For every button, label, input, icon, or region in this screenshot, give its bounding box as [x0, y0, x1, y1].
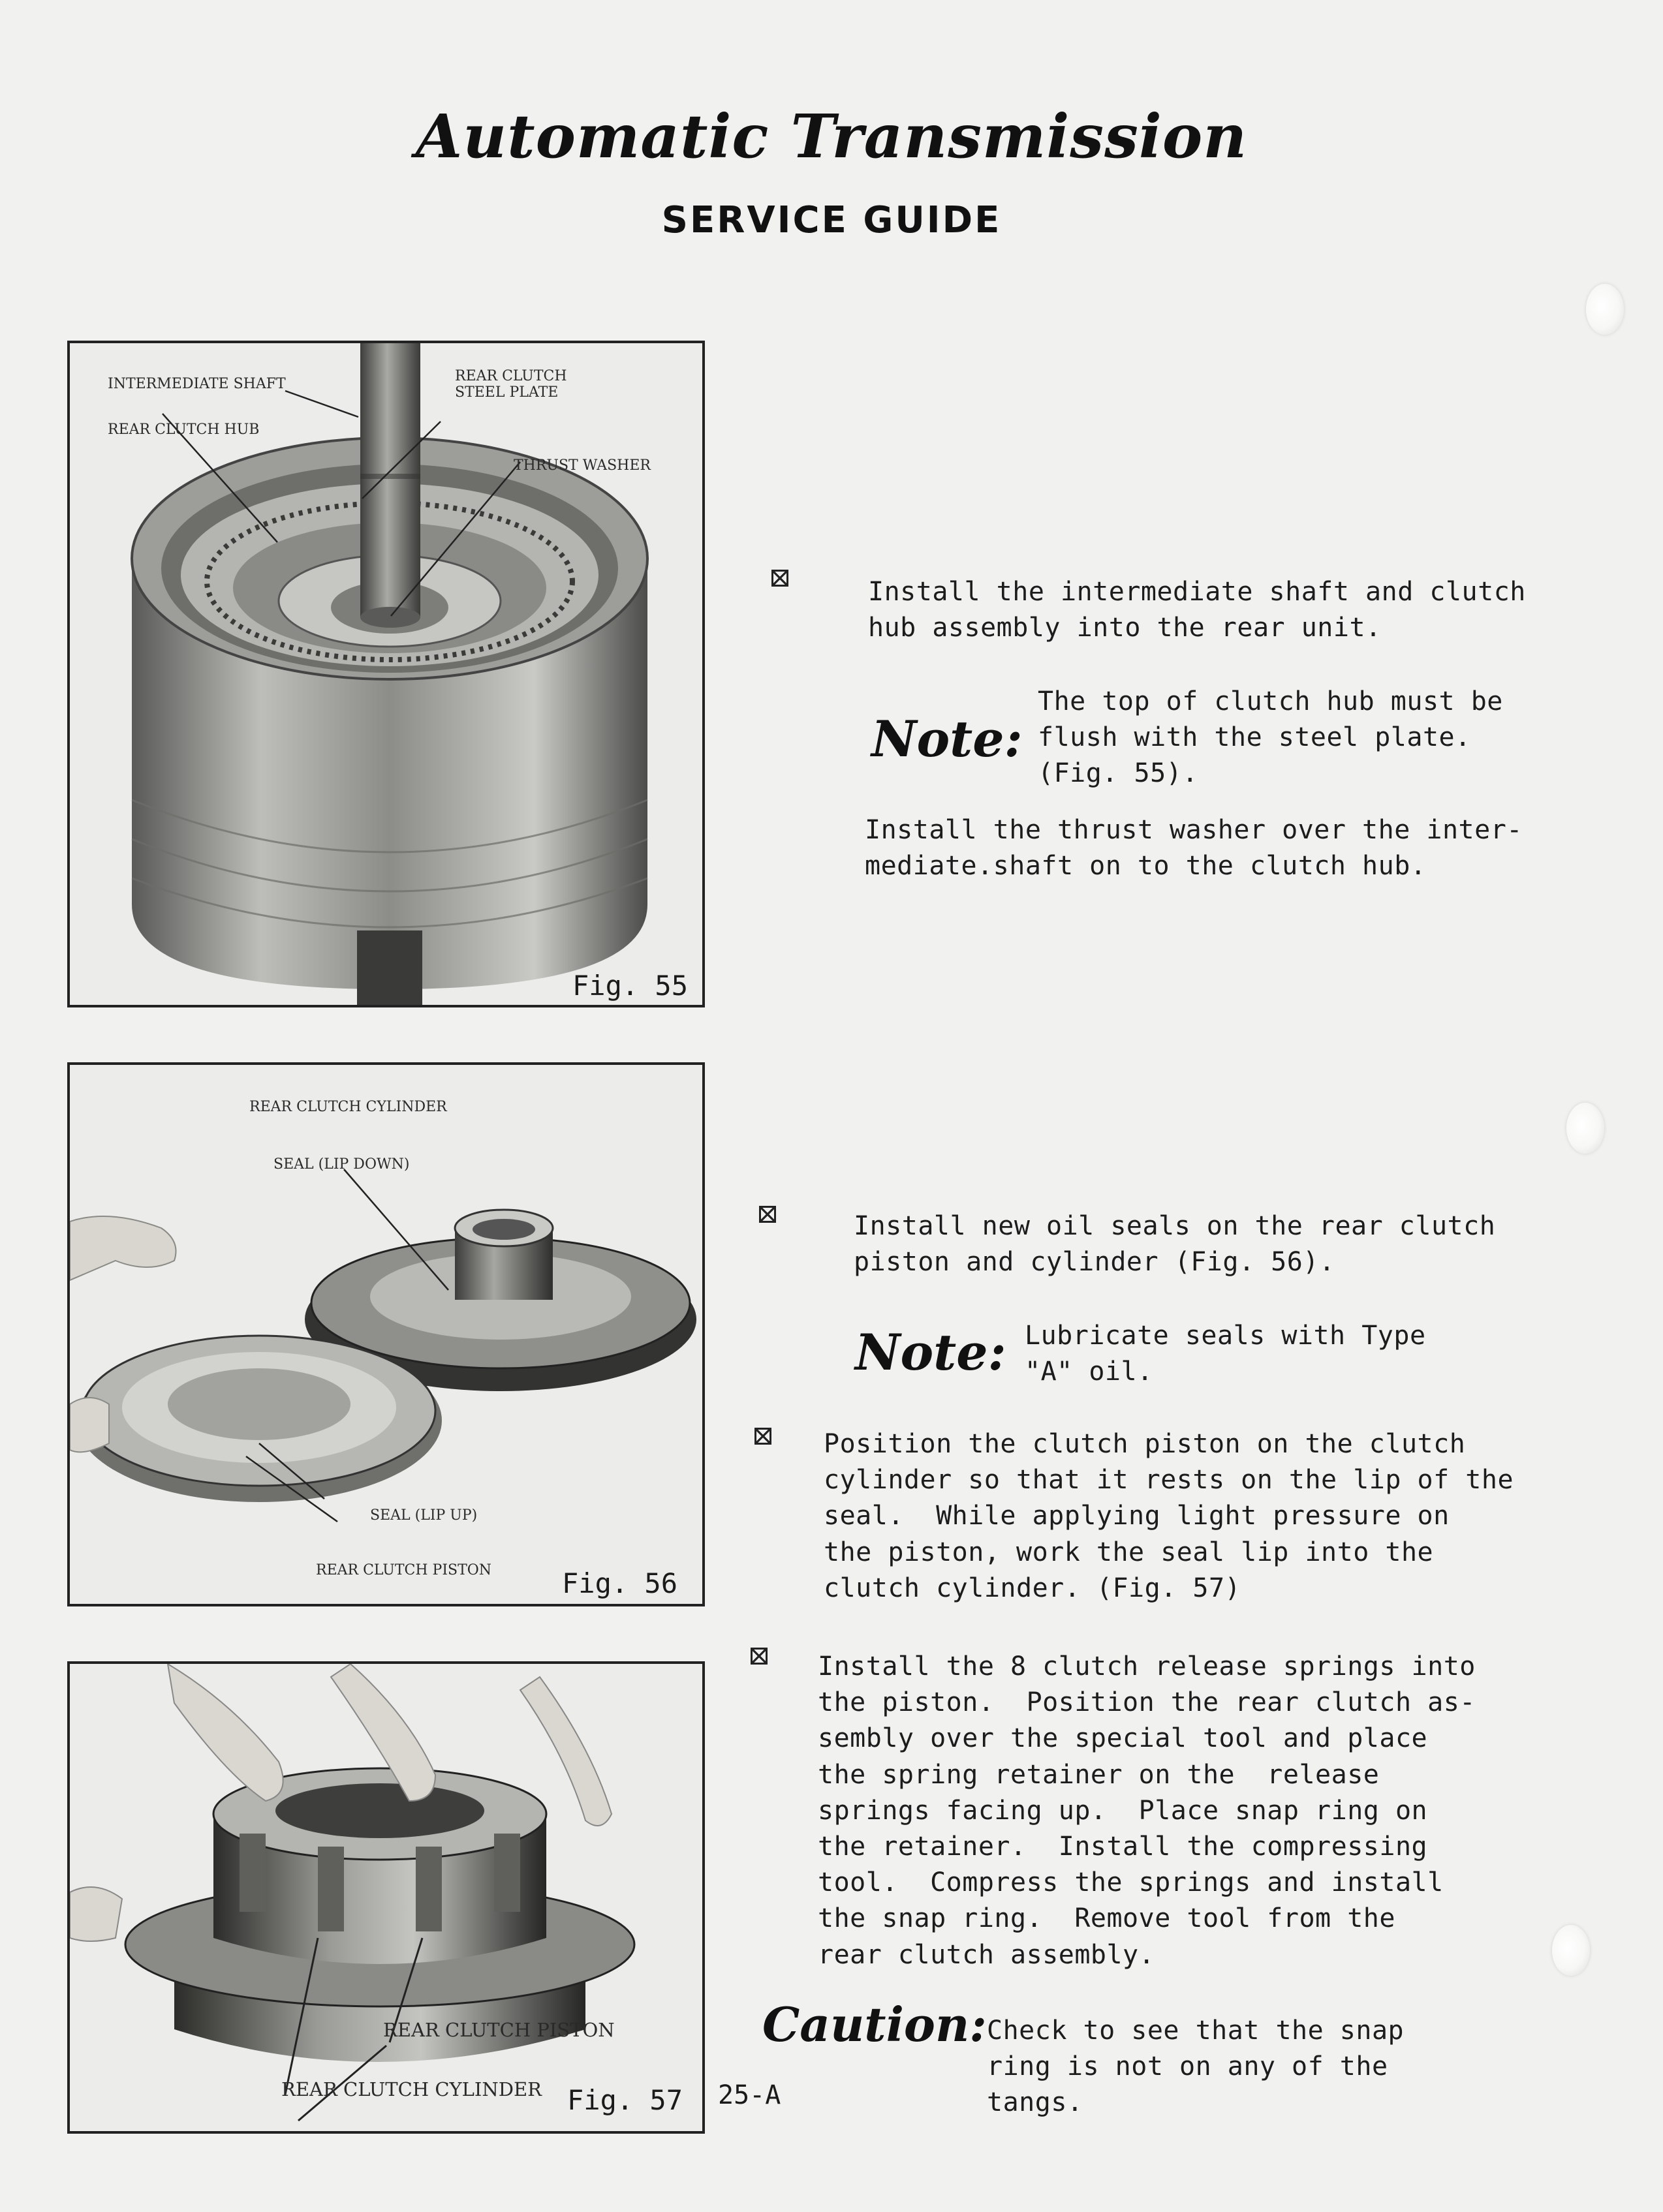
caution-label: Caution:	[762, 1997, 987, 2052]
note-label: Note:	[855, 1323, 1006, 1381]
step-install-oil-seals	[854, 1208, 1495, 1280]
rear-clutch-hub-photo	[70, 343, 702, 1005]
callout-rear-clutch-cylinder: REAR CLUTCH CYLINDER	[281, 2078, 542, 2100]
figure-56-caption: Fig. 56	[562, 1567, 678, 1599]
callout-thrust-washer: THRUST WASHER	[514, 457, 651, 474]
step-line: Install the intermediate shaft and clutch	[868, 577, 1526, 607]
callout-intermediate-shaft: INTERMEDIATE SHAFT	[108, 376, 286, 392]
punch-hole-bottom	[1552, 1925, 1590, 1976]
step-line: the snap ring. Remove tool from the	[818, 1903, 1395, 1934]
caution-snap-ring	[987, 2013, 1404, 2121]
note-line: (Fig. 55).	[1038, 758, 1198, 789]
note-line: The top of clutch hub must be	[1038, 686, 1503, 716]
caution-line: Check to see that the snap	[987, 2016, 1405, 2046]
callout-rear-clutch-hub: REAR CLUTCH HUB	[108, 422, 260, 438]
step-line: mediate.shaft on to the clutch hub.	[865, 851, 1427, 882]
page-title: Automatic Transmission	[415, 101, 1248, 172]
page-subtitle: SERVICE GUIDE	[661, 199, 1002, 241]
figure-57	[67, 1661, 705, 2134]
note-line: "A" oil.	[1025, 1357, 1153, 1387]
note-line: Lubricate seals with Type	[1025, 1321, 1426, 1351]
note-label: Note:	[871, 710, 1023, 768]
callout-rear-clutch-piston: REAR CLUTCH PISTON	[316, 1562, 492, 1578]
page-number: 25-A	[718, 2080, 781, 2110]
step-install-thrust-washer	[865, 812, 1523, 884]
step-line: cylinder so that it rests on the lip of the	[824, 1465, 1514, 1496]
figure-57-caption: Fig. 57	[567, 2084, 683, 2116]
callout-rear-clutch-piston: REAR CLUTCH PISTON	[383, 2019, 615, 2041]
note-clutch-hub-flush	[1038, 684, 1503, 792]
caution-line: tangs.	[987, 2087, 1083, 2118]
step-line: rear clutch assembly.	[818, 1939, 1155, 1970]
callout-seal-lip-up: SEAL (LIP UP)	[370, 1507, 478, 1524]
crossed-box-icon	[754, 1428, 771, 1445]
callout-rear-clutch-cylinder: REAR CLUTCH CYLINDER	[249, 1099, 447, 1115]
step-install-release-springs	[818, 1649, 1476, 1973]
step-line: the piston. Position the rear clutch as-	[818, 1687, 1476, 1718]
step-line: springs facing up. Place snap ring on	[818, 1795, 1428, 1826]
caution-line: ring is not on any of the	[987, 2051, 1388, 2082]
step-line: hub assembly into the rear unit.	[868, 613, 1382, 643]
punch-hole-top	[1586, 284, 1624, 335]
figure-55	[67, 341, 705, 1007]
step-line: Install the thrust washer over the inter-	[865, 815, 1523, 845]
crossed-box-icon	[751, 1648, 768, 1665]
punch-hole-middle	[1566, 1103, 1604, 1154]
rear-clutch-assembly-photo	[70, 1664, 702, 2131]
step-line: sembly over the special tool and place	[818, 1723, 1428, 1754]
crossed-box-icon	[771, 570, 788, 587]
step-line: the piston, work the seal lip into the	[824, 1537, 1434, 1567]
step-position-clutch-piston	[824, 1426, 1514, 1606]
callout-rear-clutch-steel-plate: REAR CLUTCH STEEL PLATE	[455, 368, 567, 401]
step-line: Install new oil seals on the rear clutch	[854, 1211, 1496, 1241]
step-line: clutch cylinder. (Fig. 57)	[824, 1573, 1241, 1603]
crossed-box-icon	[759, 1206, 776, 1223]
step-line: tool. Compress the springs and install	[818, 1867, 1444, 1898]
step-line: Install the 8 clutch release springs into	[818, 1651, 1476, 1682]
callout-seal-lip-down: SEAL (LIP DOWN)	[273, 1156, 410, 1173]
note-lubricate-seals	[1025, 1318, 1426, 1390]
step-install-intermediate-shaft	[868, 574, 1526, 646]
figure-55-caption: Fig. 55	[572, 970, 689, 1002]
note-line: flush with the steel plate.	[1038, 722, 1471, 753]
step-line: the retainer. Install the compressing	[818, 1831, 1428, 1862]
step-line: Position the clutch piston on the clutch	[824, 1429, 1466, 1459]
step-line: piston and cylinder (Fig. 56).	[854, 1247, 1335, 1278]
figure-56	[67, 1062, 705, 1606]
step-line: seal. While applying light pressure on	[824, 1501, 1450, 1531]
step-line: the spring retainer on the release	[818, 1759, 1380, 1790]
